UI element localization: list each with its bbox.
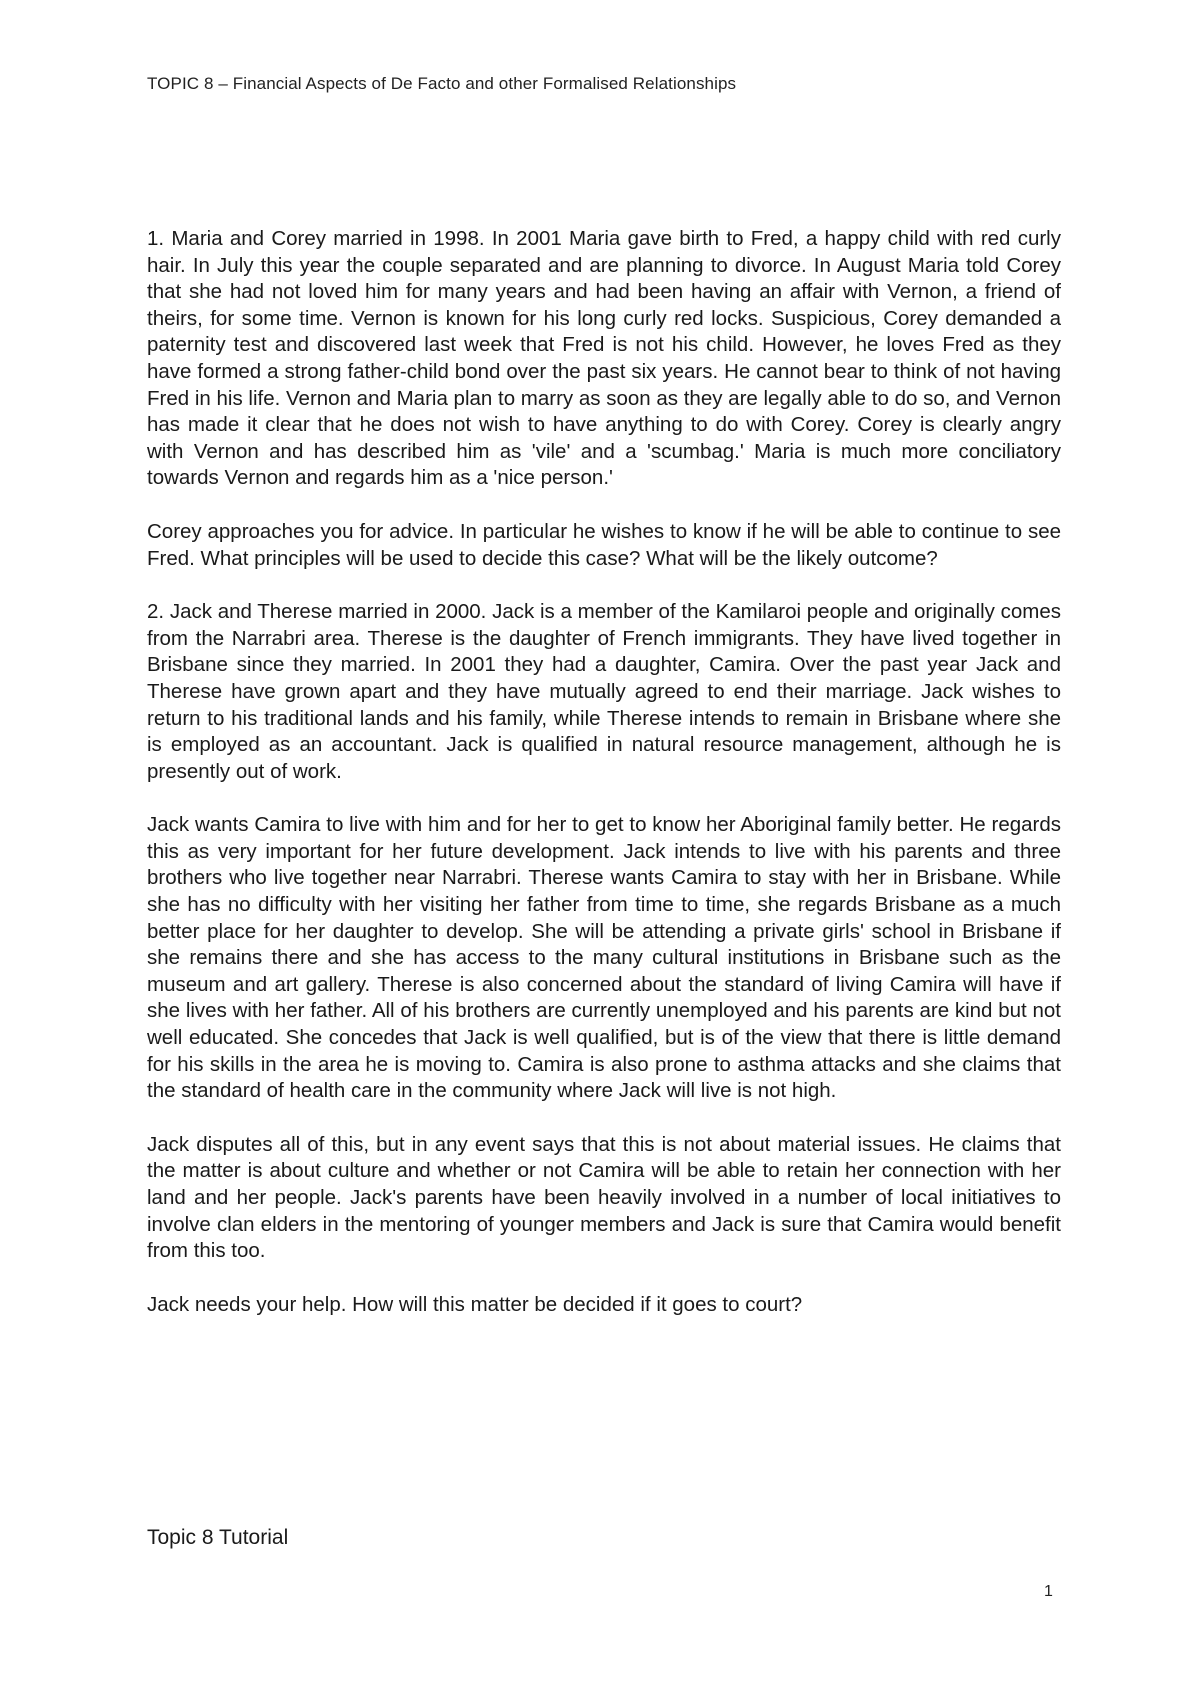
paragraph-question-1: 1. Maria and Corey married in 1998. In 2001 Maria gave birth to Fred, a happy child with red curly hair. In July this year the couple separated and are planning to divorce. In August Maria told Corey that she had not loved him for many years and had been having an affair with Vernon, a friend of theirs, for some time. Vernon is known for his long curly red locks. Suspicious, Corey demanded a paternity test and discovered last week that Fred is not his child. However, he loves Fred as they have formed a strong father-child bond over the past six years. He cannot bear to think of not having Fred in his life. Vernon and Maria plan to marry as soon as they are legally able to do so, and Vernon has made it clear that he does not wish to have anything to do with Corey. Corey is clearly angry with Vernon and has described him as 'vile' and a 'scumbag.' Maria is much more conciliatory towards Vernon and regards him as a 'nice person.' — [147, 227, 1061, 490]
page-header: TOPIC 8 – Financial Aspects of De Facto and other Formalised Relationships — [147, 74, 737, 93]
page-number: 1 — [1044, 1583, 1053, 1600]
document-body — [147, 226, 1061, 1345]
paragraph-question-2-prompt: Jack needs your help. How will this matter be decided if it goes to court? — [147, 1292, 803, 1316]
paragraph-question-2-jack-disputes: Jack disputes all of this, but in any event says that this is not about material issues. He claims that the matter is about culture and whether or not Camira will be able to retain her connection with her land and her people. Jack's parents have been heavily involved in a number of local initiatives to involve clan elders in the mentoring of younger members and Jack is sure that Camira would benefit from this too. — [147, 1132, 1061, 1263]
tutorial-title: Topic 8 Tutorial — [147, 1526, 289, 1549]
paragraph-question-1-prompt: Corey approaches you for advice. In particular he wishes to know if he will be able to continue to see Fred. What principles will be used to decide this case? What will be the likely outcome? — [147, 519, 1061, 570]
paragraph-question-2: 2. Jack and Therese married in 2000. Jack is a member of the Kamilaroi people and originally comes from the Narrabri area. Therese is the daughter of French immigrants. They have lived together in Brisbane since they married. In 2001 they had a daughter, Camira. Over the past year Jack and Therese have grown apart and they have mutually agreed to end their marriage. Jack wishes to return to his traditional lands and his family, while Therese intends to remain in Brisbane where she is employed as an accountant. Jack is qualified in natural resource management, although he is presently out of work. — [147, 600, 1061, 783]
paragraph-question-2-jack-wants: Jack wants Camira to live with him and for her to get to know her Aboriginal family better. He regards this as very important for her future development. Jack intends to live with his parents and three brothers who live together near Narrabri. Therese wants Camira to stay with her in Brisbane. While she has no difficulty with her visiting her father from time to time, she regards Brisbane as a much better place for her daughter to develop. She will be attending a private girls' school in Brisbane if she remains there and she has access to the many cultural institutions in Brisbane such as the museum and art gallery. Therese is also concerned about the standard of living Camira will have if she lives with her father. All of his brothers are currently unemployed and his parents are kind but not well educated. She concedes that Jack is well qualified, but is of the view that there is little demand for his skills in the area he is moving to. Camira is also prone to asthma attacks and she claims that the standard of health care in the community where Jack will live is not high. — [147, 813, 1061, 1103]
